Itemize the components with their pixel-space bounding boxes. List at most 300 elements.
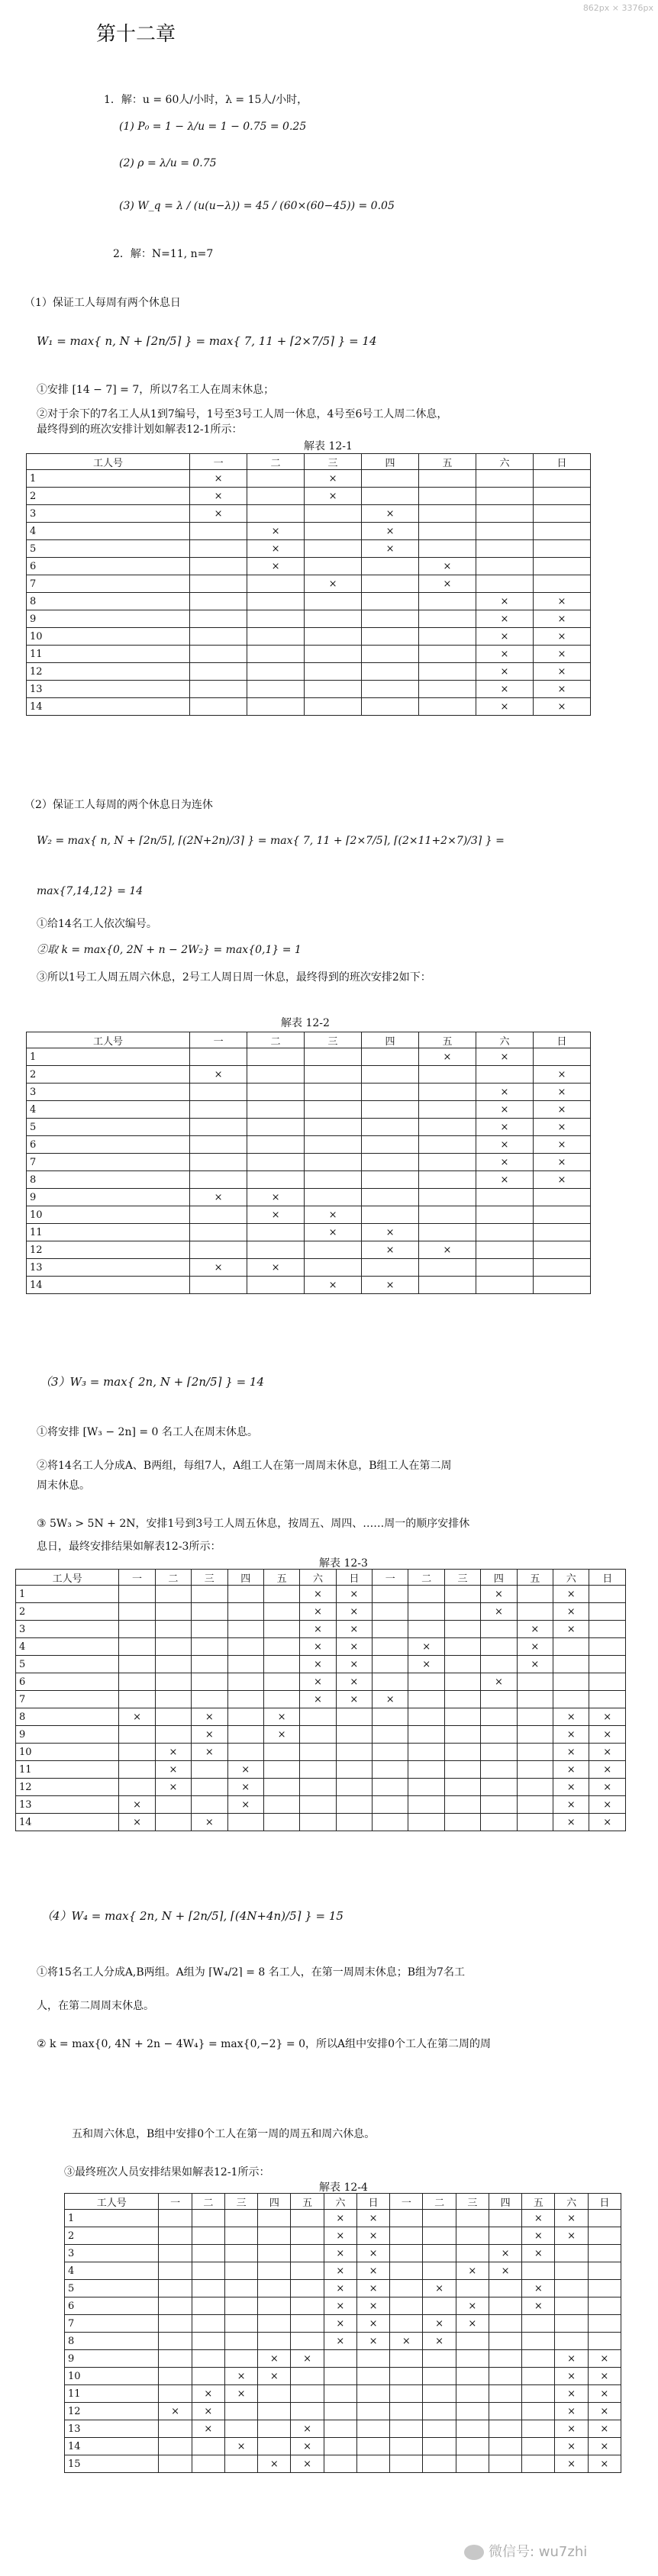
rest-day-cell xyxy=(444,1638,480,1656)
rest-day-cell: × xyxy=(291,2455,324,2473)
rest-day-cell: × xyxy=(336,1673,372,1691)
rest-day-cell xyxy=(533,1259,590,1277)
rest-day-cell xyxy=(190,1119,247,1136)
table-row xyxy=(65,2385,621,2403)
rest-day-cell: × xyxy=(305,1277,362,1294)
rest-day-cell xyxy=(155,1708,191,1726)
rest-day-cell xyxy=(444,1621,480,1638)
worker-number: 11 xyxy=(27,646,190,663)
rest-day-cell: × xyxy=(155,1744,191,1761)
rest-day-cell xyxy=(291,2385,324,2403)
rest-day-cell xyxy=(227,1708,263,1726)
rest-day-cell: × xyxy=(356,2297,389,2315)
rest-day-cell xyxy=(423,2368,456,2385)
rest-day-cell: × xyxy=(300,1586,336,1603)
rest-day-cell xyxy=(522,2333,555,2350)
rest-day-cell: × xyxy=(481,1603,517,1621)
rest-day-cell xyxy=(362,575,419,593)
rest-day-cell xyxy=(362,1084,419,1101)
rest-day-cell xyxy=(247,1224,305,1241)
worker-number: 5 xyxy=(27,1119,190,1136)
table-row xyxy=(65,2333,621,2350)
rest-day-cell xyxy=(192,2315,224,2333)
rest-day-cell xyxy=(423,2350,456,2368)
rest-day-cell: × xyxy=(553,1708,589,1726)
rest-day-cell: × xyxy=(481,1586,517,1603)
rest-day-cell xyxy=(155,1726,191,1744)
table-row xyxy=(16,1656,626,1673)
rest-day-cell: × xyxy=(533,1171,590,1189)
rest-day-cell: × xyxy=(522,2280,555,2297)
rest-day-cell: × xyxy=(476,1048,534,1066)
rest-day-cell xyxy=(291,2315,324,2333)
rest-day-cell xyxy=(247,1048,305,1066)
wechat-icon xyxy=(464,2545,484,2560)
rest-day-cell xyxy=(522,2403,555,2420)
rest-day-cell xyxy=(390,2297,423,2315)
rest-day-cell xyxy=(155,1603,191,1621)
rest-day-cell xyxy=(119,1744,155,1761)
column-header: 一 xyxy=(390,2194,423,2210)
rest-day-cell xyxy=(300,1708,336,1726)
worker-number: 3 xyxy=(65,2245,159,2262)
rest-day-cell xyxy=(324,2438,356,2455)
rest-day-cell xyxy=(258,2438,291,2455)
rest-day-cell xyxy=(247,628,305,646)
rest-day-cell xyxy=(481,1656,517,1673)
rest-day-cell: × xyxy=(305,488,362,505)
table-row xyxy=(27,1136,591,1154)
rest-day-cell xyxy=(553,1673,589,1691)
rest-day-cell xyxy=(419,1277,476,1294)
rest-day-cell xyxy=(522,2315,555,2333)
table-row xyxy=(27,558,591,575)
rest-day-cell: × xyxy=(155,1779,191,1796)
rest-day-cell: × xyxy=(553,1603,589,1621)
rest-day-cell: × xyxy=(555,2368,588,2385)
rest-day-cell xyxy=(190,646,247,663)
rest-day-cell xyxy=(159,2280,192,2297)
worker-number: 10 xyxy=(65,2368,159,2385)
rest-day-cell xyxy=(155,1691,191,1708)
rest-day-cell xyxy=(247,646,305,663)
table-row xyxy=(65,2315,621,2333)
column-header: 一 xyxy=(159,2194,192,2210)
rest-day-cell xyxy=(390,2210,423,2227)
rest-day-cell: × xyxy=(356,2227,389,2245)
table-row xyxy=(27,610,591,628)
q2-step3: ③所以1号工人周五周六休息，2号工人周日周一休息，最终得到的班次安排2如下： xyxy=(37,971,431,984)
rest-day-cell xyxy=(155,1796,191,1814)
rest-day-cell: × xyxy=(300,1621,336,1638)
column-header: 三 xyxy=(192,1570,227,1586)
rest-day-cell xyxy=(224,2262,257,2280)
rest-day-cell: × xyxy=(408,1656,444,1673)
rest-day-cell xyxy=(444,1586,480,1603)
table-row xyxy=(27,488,591,505)
rest-day-cell xyxy=(373,1779,408,1796)
rest-day-cell xyxy=(476,575,534,593)
table-row xyxy=(27,523,591,540)
rest-day-cell xyxy=(247,698,305,716)
rest-day-cell xyxy=(362,1259,419,1277)
rest-day-cell xyxy=(362,1119,419,1136)
rest-day-cell xyxy=(119,1673,155,1691)
rest-day-cell xyxy=(444,1726,480,1744)
rest-day-cell xyxy=(444,1796,480,1814)
worker-number: 12 xyxy=(65,2403,159,2420)
worker-number: 13 xyxy=(27,1259,190,1277)
table-row xyxy=(27,1101,591,1119)
rest-day-cell xyxy=(305,698,362,716)
rest-day-cell xyxy=(159,2385,192,2403)
rest-day-cell xyxy=(300,1744,336,1761)
rest-day-cell: × xyxy=(192,2403,224,2420)
worker-number: 2 xyxy=(65,2227,159,2245)
worker-number: 13 xyxy=(65,2420,159,2438)
rest-day-cell xyxy=(247,1084,305,1101)
rest-day-cell xyxy=(224,2420,257,2438)
table-row xyxy=(65,2438,621,2455)
rest-day-cell xyxy=(190,698,247,716)
rest-day-cell: × xyxy=(192,1726,227,1744)
q2-step1: ①给14名工人依次编号。 xyxy=(37,918,157,930)
column-header: 二 xyxy=(247,454,305,470)
rest-day-cell xyxy=(227,1638,263,1656)
rest-day-cell: × xyxy=(589,1761,626,1779)
rest-day-cell xyxy=(247,1154,305,1171)
table-row xyxy=(65,2245,621,2262)
rest-day-cell: × xyxy=(522,2227,555,2245)
rest-day-cell xyxy=(408,1586,444,1603)
rest-day-cell xyxy=(258,2333,291,2350)
rest-day-cell xyxy=(258,2420,291,2438)
rest-day-cell xyxy=(291,2280,324,2297)
rest-day-cell: × xyxy=(324,2280,356,2297)
rest-day-cell xyxy=(336,1796,372,1814)
rest-day-cell xyxy=(190,663,247,681)
dimension-stamp: 862px × 3376px xyxy=(582,3,653,13)
rest-day-cell: × xyxy=(456,2262,489,2280)
worker-number: 8 xyxy=(16,1708,119,1726)
rest-day-cell xyxy=(159,2420,192,2438)
rest-day-cell xyxy=(419,1154,476,1171)
worker-number: 5 xyxy=(16,1656,119,1673)
rest-day-cell: × xyxy=(356,2210,389,2227)
rest-day-cell xyxy=(258,2227,291,2245)
rest-day-cell xyxy=(373,1656,408,1673)
rest-day-cell xyxy=(227,1603,263,1621)
rest-day-cell: × xyxy=(305,1224,362,1241)
rest-day-cell: × xyxy=(336,1621,372,1638)
rest-day-cell xyxy=(224,2333,257,2350)
rest-day-cell: × xyxy=(533,698,590,716)
rest-day-cell xyxy=(119,1761,155,1779)
worker-number: 14 xyxy=(65,2438,159,2455)
table-row xyxy=(16,1673,626,1691)
rest-day-cell xyxy=(390,2403,423,2420)
rest-day-cell xyxy=(522,2385,555,2403)
rest-day-cell xyxy=(522,2438,555,2455)
column-header: 二 xyxy=(155,1570,191,1586)
column-header: 四 xyxy=(489,2194,521,2210)
rest-day-cell xyxy=(190,1101,247,1119)
rest-day-cell: × xyxy=(190,1066,247,1084)
rest-day-cell xyxy=(589,1673,626,1691)
column-header: 五 xyxy=(517,1570,553,1586)
rest-day-cell xyxy=(533,1241,590,1259)
rest-day-cell xyxy=(390,2385,423,2403)
rest-day-cell xyxy=(305,663,362,681)
rest-day-cell xyxy=(190,558,247,575)
rest-day-cell xyxy=(456,2245,489,2262)
table-row xyxy=(16,1708,626,1726)
rest-day-cell xyxy=(224,2455,257,2473)
rest-day-cell xyxy=(190,1206,247,1224)
table-row xyxy=(27,1084,591,1101)
rest-day-cell xyxy=(324,2455,356,2473)
rest-day-cell xyxy=(305,558,362,575)
rest-day-cell: × xyxy=(476,1119,534,1136)
table1-caption: 解表 12-1 xyxy=(304,440,353,452)
rest-day-cell: × xyxy=(119,1814,155,1831)
worker-number: 7 xyxy=(27,575,190,593)
worker-number: 11 xyxy=(16,1761,119,1779)
rest-day-cell xyxy=(419,1171,476,1189)
worker-number: 1 xyxy=(65,2210,159,2227)
table-row xyxy=(65,2403,621,2420)
rest-day-cell: × xyxy=(522,2210,555,2227)
rest-day-cell xyxy=(190,1154,247,1171)
rest-day-cell xyxy=(356,2455,389,2473)
rest-day-cell: × xyxy=(419,1048,476,1066)
rest-day-cell xyxy=(423,2245,456,2262)
rest-day-cell: × xyxy=(356,2280,389,2297)
worker-number: 1 xyxy=(27,1048,190,1066)
rest-day-cell xyxy=(481,1638,517,1656)
rest-day-cell xyxy=(419,1066,476,1084)
rest-day-cell xyxy=(192,2333,224,2350)
rest-day-cell xyxy=(419,1224,476,1241)
rest-day-cell xyxy=(476,1206,534,1224)
rest-day-cell xyxy=(489,2280,521,2297)
rest-day-cell: × xyxy=(423,2333,456,2350)
rest-day-cell: × xyxy=(300,1691,336,1708)
rest-day-cell: × xyxy=(362,540,419,558)
rest-day-cell: × xyxy=(517,1621,553,1638)
rest-day-cell xyxy=(533,540,590,558)
column-header: 五 xyxy=(263,1570,299,1586)
rest-day-cell xyxy=(227,1621,263,1638)
worker-number: 8 xyxy=(27,593,190,610)
rest-day-cell xyxy=(533,1206,590,1224)
rest-day-cell: × xyxy=(589,1796,626,1814)
rest-day-cell: × xyxy=(336,1586,372,1603)
column-header: 三 xyxy=(305,1032,362,1048)
worker-number: 13 xyxy=(27,681,190,698)
rest-day-cell xyxy=(476,1277,534,1294)
column-header: 四 xyxy=(362,454,419,470)
rest-day-cell: × xyxy=(408,1638,444,1656)
rest-day-cell xyxy=(390,2280,423,2297)
rest-day-cell xyxy=(305,1084,362,1101)
rest-day-cell: × xyxy=(533,1136,590,1154)
rest-day-cell xyxy=(305,1241,362,1259)
column-header: 六 xyxy=(300,1570,336,1586)
rest-day-cell: × xyxy=(190,1189,247,1206)
rest-day-cell xyxy=(159,2297,192,2315)
rest-day-cell xyxy=(555,2333,588,2350)
rest-day-cell: × xyxy=(555,2350,588,2368)
rest-day-cell: × xyxy=(336,1691,372,1708)
column-header: 一 xyxy=(190,454,247,470)
rest-day-cell: × xyxy=(324,2210,356,2227)
rest-day-cell: × xyxy=(155,1761,191,1779)
rest-day-cell: × xyxy=(247,540,305,558)
worker-number: 9 xyxy=(27,1189,190,1206)
rest-day-cell: × xyxy=(324,2315,356,2333)
column-header: 四 xyxy=(362,1032,419,1048)
rest-day-cell xyxy=(190,1241,247,1259)
rest-day-cell xyxy=(362,1154,419,1171)
rest-day-cell: × xyxy=(588,2403,621,2420)
rest-day-cell xyxy=(408,1744,444,1761)
rest-day-cell xyxy=(258,2403,291,2420)
rest-day-cell xyxy=(533,1048,590,1066)
rest-day-cell xyxy=(362,681,419,698)
rest-day-cell xyxy=(476,505,534,523)
p1-line5: 2．解：N=11, n=7 xyxy=(113,248,214,260)
rest-day-cell: × xyxy=(291,2350,324,2368)
rest-day-cell xyxy=(362,663,419,681)
rest-day-cell xyxy=(419,523,476,540)
rest-day-cell xyxy=(247,575,305,593)
rest-day-cell xyxy=(192,1796,227,1814)
rest-day-cell: × xyxy=(423,2315,456,2333)
worker-number: 11 xyxy=(65,2385,159,2403)
rest-day-cell: × xyxy=(305,575,362,593)
rest-day-cell xyxy=(192,2297,224,2315)
rest-day-cell xyxy=(324,2350,356,2368)
rest-day-cell xyxy=(588,2210,621,2227)
rest-day-cell: × xyxy=(263,1708,299,1726)
rest-day-cell xyxy=(119,1603,155,1621)
rest-day-cell xyxy=(192,2245,224,2262)
rest-day-cell xyxy=(305,681,362,698)
rest-day-cell xyxy=(263,1744,299,1761)
rest-day-cell xyxy=(305,1066,362,1084)
rest-day-cell xyxy=(362,698,419,716)
rest-day-cell xyxy=(362,1189,419,1206)
worker-number: 9 xyxy=(16,1726,119,1744)
rest-day-cell xyxy=(324,2403,356,2420)
rest-day-cell xyxy=(362,470,419,488)
rest-day-cell xyxy=(444,1779,480,1796)
rest-day-cell: × xyxy=(324,2227,356,2245)
rest-day-cell xyxy=(305,505,362,523)
table-header-row xyxy=(65,2194,621,2210)
rest-day-cell xyxy=(192,2455,224,2473)
rest-day-cell: × xyxy=(533,1119,590,1136)
worker-number: 6 xyxy=(16,1673,119,1691)
rest-day-cell: × xyxy=(190,470,247,488)
worker-number: 10 xyxy=(27,628,190,646)
rest-day-cell: × xyxy=(300,1656,336,1673)
column-header: 一 xyxy=(373,1570,408,1586)
rest-day-cell xyxy=(305,646,362,663)
table-row xyxy=(16,1603,626,1621)
rest-day-cell xyxy=(522,2455,555,2473)
rest-day-cell xyxy=(362,1206,419,1224)
rest-day-cell xyxy=(258,2262,291,2280)
rest-day-cell: × xyxy=(258,2455,291,2473)
worker-number: 12 xyxy=(27,663,190,681)
rest-day-cell xyxy=(456,2385,489,2403)
q3-step1: ①将安排 [W₃ − 2n] = 0 名工人在周末休息。 xyxy=(37,1426,258,1438)
rest-day-cell xyxy=(522,2350,555,2368)
rest-day-cell xyxy=(362,1066,419,1084)
rest-day-cell xyxy=(489,2297,521,2315)
rest-day-cell: × xyxy=(476,1154,534,1171)
worker-number: 3 xyxy=(27,505,190,523)
rest-day-cell xyxy=(390,2262,423,2280)
rest-day-cell xyxy=(224,2227,257,2245)
worker-number: 7 xyxy=(65,2315,159,2333)
rest-day-cell xyxy=(456,2420,489,2438)
q1-step2: ②对于余下的7名工人从1到7编号，1号至3号工人周一休息，4号至6号工人周二休息， xyxy=(37,408,448,420)
table-row xyxy=(27,470,591,488)
table-row xyxy=(65,2227,621,2245)
table-row xyxy=(16,1691,626,1708)
rest-day-cell xyxy=(533,488,590,505)
rest-day-cell xyxy=(190,681,247,698)
rest-day-cell xyxy=(481,1621,517,1638)
rest-day-cell: × xyxy=(190,505,247,523)
rest-day-cell xyxy=(373,1586,408,1603)
rest-day-cell xyxy=(533,523,590,540)
rest-day-cell xyxy=(263,1761,299,1779)
rest-day-cell xyxy=(291,2297,324,2315)
rest-day-cell: × xyxy=(555,2227,588,2245)
table-row xyxy=(27,1241,591,1259)
rest-day-cell xyxy=(555,2280,588,2297)
rest-day-cell: × xyxy=(588,2438,621,2455)
rest-day-cell xyxy=(247,593,305,610)
rest-day-cell: × xyxy=(362,1241,419,1259)
column-header: 五 xyxy=(419,454,476,470)
rest-day-cell xyxy=(291,2403,324,2420)
table-row xyxy=(16,1814,626,1831)
rest-day-cell: × xyxy=(300,1603,336,1621)
rest-day-cell xyxy=(456,2455,489,2473)
column-header: 二 xyxy=(192,2194,224,2210)
rest-day-cell xyxy=(155,1638,191,1656)
rest-day-cell xyxy=(423,2210,456,2227)
table-row xyxy=(27,646,591,663)
rest-day-cell xyxy=(190,610,247,628)
rest-day-cell xyxy=(300,1726,336,1744)
rest-day-cell xyxy=(192,1638,227,1656)
table-row xyxy=(65,2262,621,2280)
q3-step2b: 周末休息。 xyxy=(37,1480,90,1492)
column-header: 三 xyxy=(224,2194,257,2210)
column-header: 日 xyxy=(589,1570,626,1586)
table-row xyxy=(27,1277,591,1294)
column-header: 三 xyxy=(444,1570,480,1586)
q2-formula-a: W₂ = max{ n, N + ⌈2n/5⌉, ⌈(2N+2n)/3⌉ } = max{ 7, 11 + ⌈2×7/5⌉, ⌈(2×11+2×7)/3⌉ } = xyxy=(37,835,505,847)
schedule-table-1 xyxy=(26,453,591,716)
rest-day-cell xyxy=(476,558,534,575)
